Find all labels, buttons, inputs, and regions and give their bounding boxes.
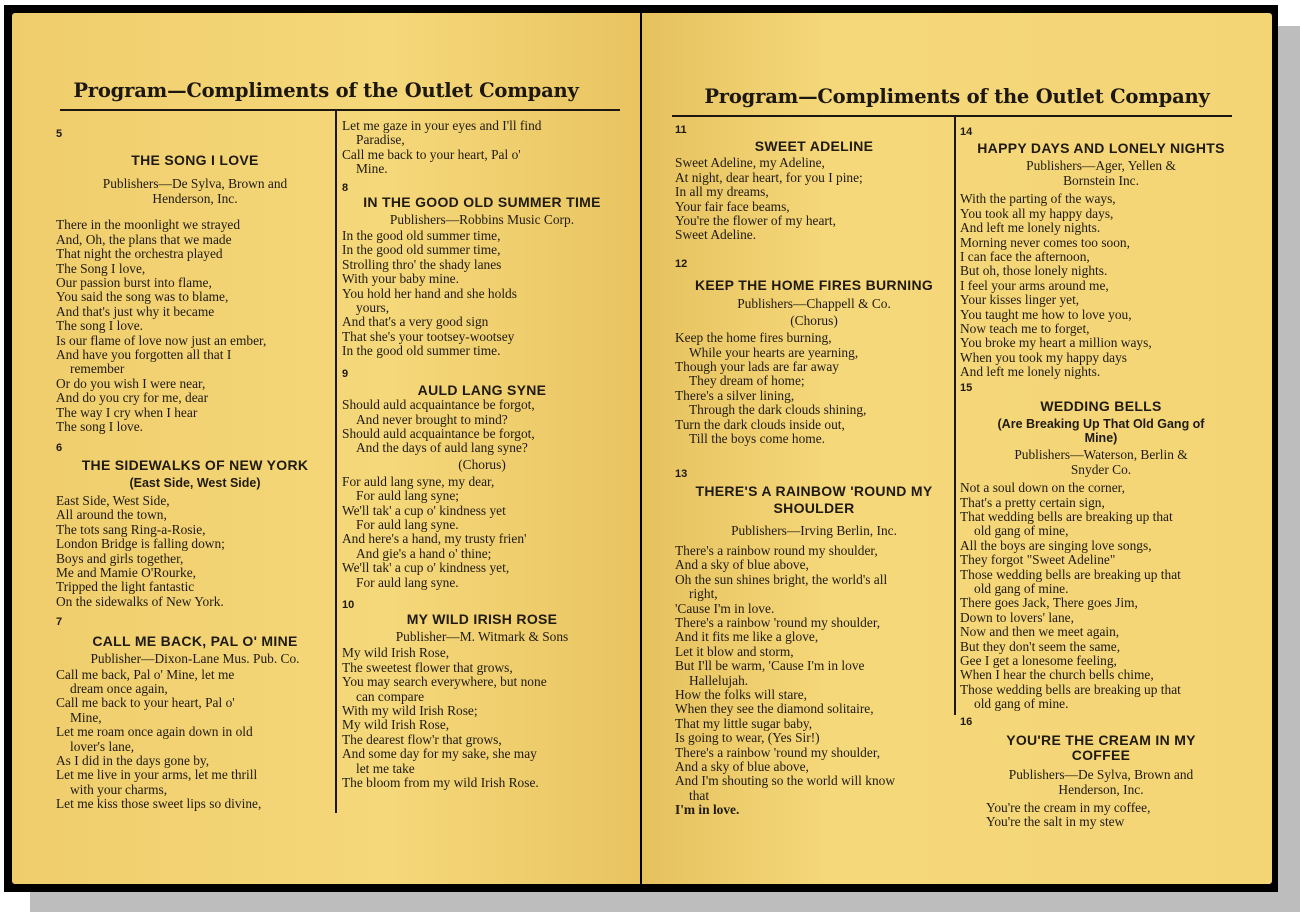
song-lyrics: Keep the home fires burning, While your hearts are yearning, Though your lads are far away They dream of home; There's a silver lining, Through the dark clouds shining, Turn the dark clouds inside out, Till the boys come home. (675, 330, 867, 447)
song-number: 15 (960, 381, 973, 394)
song-subtitle: (Are Breaking Up That Old Gang of Mine) (997, 417, 1205, 446)
header-rule (60, 109, 620, 111)
song-title: KEEP THE HOME FIRES BURNING (694, 277, 934, 294)
song-title: IN THE GOOD OLD SUMMER TIME (363, 194, 601, 211)
song-number: 9 (342, 367, 349, 380)
song-lyrics: Should auld acquaintance be forgot, And never brought to mind? Should auld acquaintance be forgot, And the days of auld lang syne? (342, 397, 535, 456)
song-publisher: Publishers—Irving Berlin, Inc. (731, 522, 897, 538)
song-number: 11 (675, 124, 687, 136)
song-lyrics-continued: Let me gaze in your eyes and I'll find Paradise, Call me back to your heart, Pal o' Mine. (342, 118, 542, 177)
chorus-label: (Chorus) (458, 456, 506, 472)
song-lyrics: Call me back, Pal o' Mine, let me dream once again, Call me back to your heart, Pal o' Mine, Let me roam once again down in old lover's lane, As I did in the days gone by, Let me live in your arms, let me thrill with your charms, Let me kiss those sweet lips so divine, (56, 666, 262, 812)
song-subtitle: (East Side, West Side) (129, 475, 261, 490)
song-number: 10 (342, 598, 355, 611)
song-lyrics: There's a rainbow round my shoulder, And a sky of blue above, Oh the sun shines bright, the world's all right, 'Cause I'm in love. There's a rainbow 'round my shoulder, And it fits me like a glove, Let it blow and storm, But I'll be warm, 'Cause I'm in love Hallelujah. How the folks will stare, When they see the diamond solitaire, That my little sugar baby, Is going to wear, (Yes Sir!) There's a rainbow 'round my shoulder, And a sky of blue above, And I'm shouting so the world will know that I'm in love. (675, 542, 896, 818)
song-lyrics: East Side, West Side, All around the town, The tots sang Ring-a-Rosie, London Bridge is falling down; Boys and girls together, Me and Mamie O'Rourke, Tripped the light fantastic On the sidewalks of New York. (56, 492, 225, 609)
song-title: CALL ME BACK, PAL O' MINE (92, 632, 298, 649)
song-title: MY WILD IRISH ROSE (406, 611, 558, 628)
song-number: 6 (56, 441, 63, 454)
song-number: 5 (56, 128, 63, 140)
left-column-1 (56, 125, 334, 812)
song-title: THE SONG I LOVE (131, 152, 259, 169)
song-title: HAPPY DAYS AND LONELY NIGHTS (977, 140, 1225, 157)
page-header: Program—Compliments of the Outlet Company (73, 79, 579, 102)
song-title: SWEET ADELINE (754, 138, 874, 155)
song-lyrics: For auld lang syne, my dear, For auld lang syne; We'll tak' a cup o' kindness yet For auld lang syne. And here's a hand, my trusty frien' And gie's a hand o' thine; We'll tak' a cup o' kindness yet, For auld lang syne. (342, 473, 527, 590)
song-title: THE SIDEWALKS OF NEW YORK (81, 456, 309, 473)
song-publisher: Publisher—Dixon-Lane Mus. Pub. Co. (90, 650, 300, 666)
song-title: THERE'S A RAINBOW 'ROUND MY SHOULDER (695, 482, 933, 516)
song-number: 8 (342, 181, 349, 194)
song-publisher: Publisher—M. Witmark & Sons (395, 629, 569, 645)
song-publisher: Publishers—De Sylva, Brown and Henderson, Inc. (102, 176, 288, 207)
right-column-2 (960, 123, 1242, 830)
song-publisher: Publishers—De Sylva, Brown and Henderson, Inc. (1008, 767, 1194, 797)
header-rule (672, 115, 1232, 117)
song-title: WEDDING BELLS (1040, 398, 1162, 415)
song-number: 16 (960, 715, 973, 728)
song-publisher: Publishers—Robbins Music Corp. (389, 212, 575, 228)
song-lyrics: You're the cream in my coffee, You're the salt in my stew (986, 800, 1151, 830)
song-publisher: Publishers—Waterson, Berlin & Snyder Co. (1014, 447, 1188, 478)
right-page (642, 13, 1272, 884)
left-page (12, 13, 640, 884)
song-lyrics: There in the moonlight we strayed And, Oh, the plans that we made That night the orchestra played The Song I love, Our passion burst into flame, You said the song was to blame, And that's just why it became The song I love. Is our flame of love now just an ember, And have you forgotten all that I remember Or do you wish I were near, And do you cry for me, dear The way I cry when I hear The song I love. (56, 217, 267, 435)
right-column-1 (675, 121, 953, 818)
song-publisher: Publishers—Chappell & Co. (737, 296, 891, 312)
song-title: AULD LANG SYNE (417, 382, 547, 399)
song-lyrics: Not a soul down on the corner, That's a pretty certain sign, That wedding bells are breaking up that old gang of mine, All the boys are singing love songs, They forgot "Sweet Adeline" Those wedding bells are breaking up that old gang of mine. There goes Jack, There goes Jim, Down to lovers' lane, Now and then we meet again, But they don't seem the same, Gee I get a lonesome feeling, When I hear the church bells chime, Those wedding bells are breaking up that old gang of mine. (960, 480, 1181, 712)
chorus-label: (Chorus) (790, 313, 838, 329)
song-lyrics: In the good old summer time, In the good old summer time, Strolling thro' the shady lanes With your baby mine. You hold her hand and she holds yours, And that's a very good sign That she's your tootsey-wootsey In the good old summer time. (342, 228, 517, 359)
booklet-spread (4, 5, 1278, 892)
song-lyrics: Sweet Adeline, my Adeline, At night, dear heart, for you I pine; In all my dreams, Your fair face beams, You're the flower of my heart, Sweet Adeline. (675, 155, 863, 243)
song-number: 13 (675, 467, 688, 480)
song-number: 7 (56, 616, 63, 629)
song-number: 12 (675, 257, 688, 270)
song-lyrics: My wild Irish Rose, The sweetest flower that grows, You may search everywhere, but none can compare With my wild Irish Rose; My wild Irish Rose, The dearest flow'r that grows, And some day for my sake, she may let me take The bloom from my wild Irish Rose. (342, 645, 547, 791)
song-lyrics: With the parting of the ways, You took all my happy days, And left me lonely nights. Morning never comes too soon, I can face the afternoon, But oh, those lonely nights. I feel your arms around me, Your kisses linger yet, You taught me how to love you, Now teach me to forget, You broke my heart a million ways, When you took my happy days And left me lonely nights. (960, 191, 1152, 380)
song-number: 14 (960, 126, 973, 138)
column-divider (335, 109, 337, 813)
page-header: Program—Compliments of the Outlet Company (704, 85, 1210, 108)
column-divider (954, 115, 956, 715)
song-publisher: Publishers—Ager, Yellen & Bornstein Inc. (1026, 158, 1176, 189)
left-column-2 (342, 119, 622, 790)
song-title: YOU'RE THE CREAM IN MY COFFEE (1006, 732, 1196, 763)
